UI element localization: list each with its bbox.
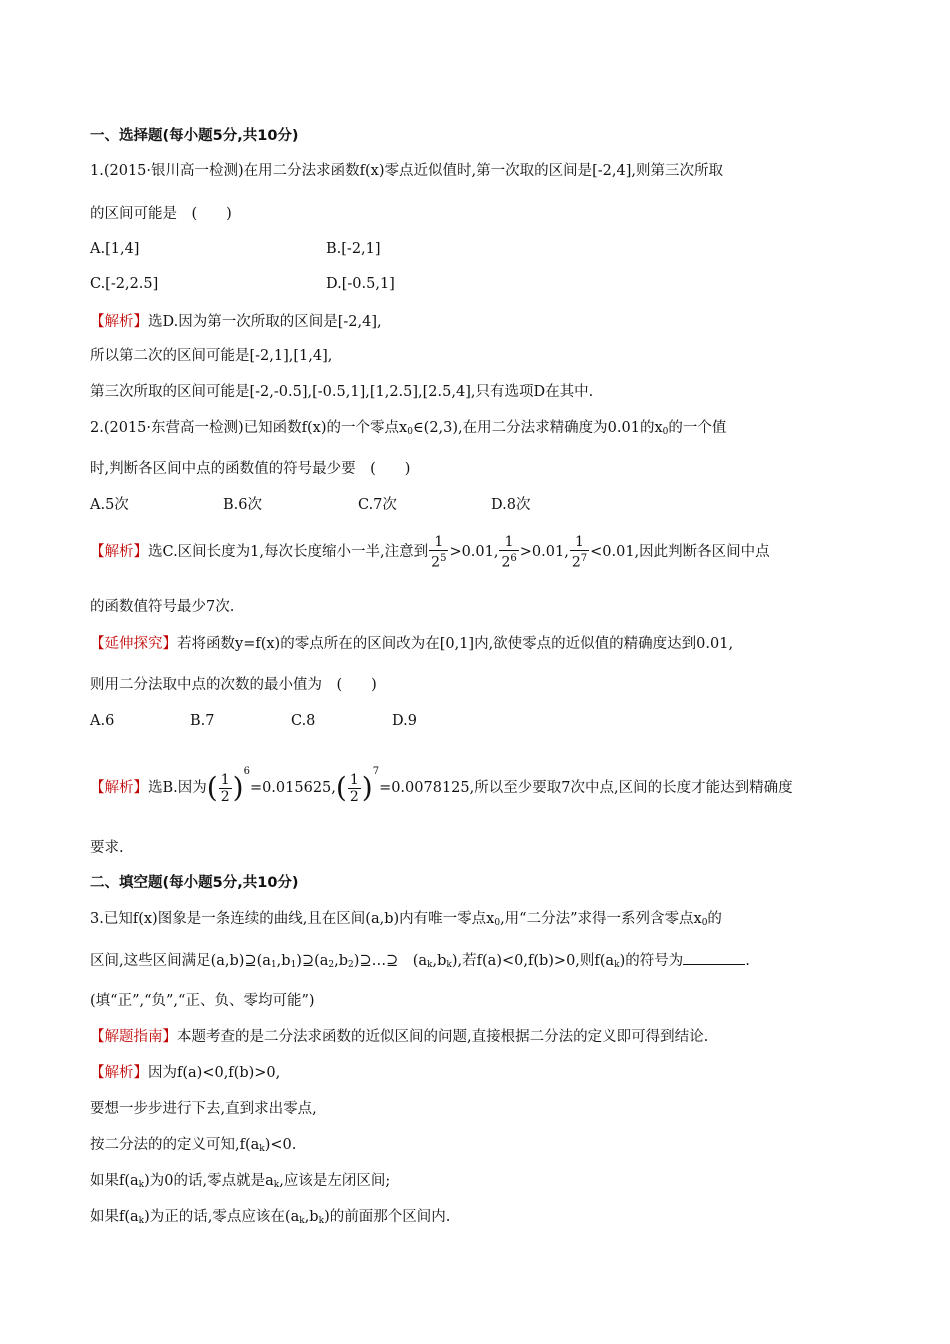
q1-option-c: C.[-2,2.5]	[90, 276, 159, 292]
q1-stem-line1: 1.(2015·银川高一检测)在用二分法求函数f(x)零点近似值时,第一次取的区间是[-2,4],则第三次所取	[90, 163, 724, 179]
q1-option-d: D.[-0.5,1]	[326, 276, 395, 292]
fraction-1-over-2-pow-6: $\frac{1}{2^6}$	[501, 533, 517, 571]
q1-option-b: B.[-2,1]	[326, 241, 381, 257]
q3-stem-line3: (填“正”,“负”,“正、负、零均可能”)	[90, 993, 315, 1009]
q1-option-a: A.[1,4]	[90, 241, 140, 257]
ext-option-d: D.9	[392, 713, 417, 729]
q2-stem-line1: 2.(2015·东营高一检测)已知函数f(x)的一个零点$x_0\in(2,3)$,在用二分法求精确度为0.01的$x_0$的一个值	[90, 420, 727, 437]
section-title-fill: 二、填空题(每小题5分,共10分)	[90, 875, 299, 891]
answer-blank	[683, 950, 745, 965]
q1-stem-line2: 的区间可能是 ( )	[90, 206, 232, 222]
solution-tag: 【解析】	[90, 544, 148, 560]
q3-stem-line2: 区间,这些区间满足$(a,b)⊇(a_1,b_1)⊇(a_2,b_2)⊇\dots⊇$ $(a_k,b_k)$,若f(a)<0,f(b)>0,则$f(a_k)$的符号为 .	[90, 950, 750, 975]
solution-tag: 【解析】	[90, 1065, 148, 1081]
ext-option-a: A.6	[90, 713, 115, 729]
guide-tag: 【解题指南】	[90, 1029, 177, 1045]
q2-extension-solution-line2: 要求.	[90, 840, 124, 856]
q3-stem-line1: 3.已知f(x)图象是一条连续的曲线,且在区间(a,b)内有唯一零点$x_0$,用“二分法”求得一系列含零点$x_0$的	[90, 911, 722, 928]
q2-option-a: A.5次	[90, 497, 129, 513]
extension-tag: 【延伸探究】	[90, 636, 177, 652]
q3-solution-line4: 如果$f(a_k)$为0的话,零点就是$a_k$,应该是左闭区间;	[90, 1173, 391, 1190]
q1-solution-line3: 第三次所取的区间可能是[-2,-0.5],[-0.5,1],[1,2.5],[2.5,4],只有选项D在其中.	[90, 384, 594, 400]
q3-guide-line: 【解题指南】本题考查的是二分法求函数的近似区间的问题,直接根据二分法的定义即可得到结论.	[90, 1029, 709, 1045]
solution-tag: 【解析】	[90, 314, 148, 330]
q2-option-b: B.6次	[223, 497, 262, 513]
fraction-1-over-2-pow-5: $\frac{1}{2^5}$	[431, 533, 447, 571]
q2-solution-line2: 的函数值符号最少7次.	[90, 599, 235, 615]
q2-extension-line1: 【延伸探究】若将函数y=f(x)的零点所在的区间改为在[0,1]内,欲使零点的近似值的精确度达到0.01,	[90, 636, 734, 652]
q3-solution-line5: 如果$f(a_k)$为正的话,零点应该在$(a_k,b_k)$的前面那个区间内.	[90, 1209, 451, 1226]
solution-tag: 【解析】	[90, 780, 148, 796]
power-half-6: $\frac{1}{2}$	[220, 771, 230, 805]
ext-option-b: B.7	[190, 713, 215, 729]
q2-solution-line1: 【解析】选C.区间长度为1,每次长度缩小一半,注意到 $\frac{1}{2^5}$ >0.01, $\frac{1}{2^6}$ >0.01, $\frac{1}{2^7}$ <0.01,因此判断各区间中点	[90, 533, 770, 571]
section-title-choice: 一、选择题(每小题5分,共10分)	[90, 128, 299, 144]
q2-extension-solution-line1: 【解析】选B.因为( $\frac{1}{2}$ )$^6$=0.015625,( $\frac{1}{2}$ )$^7$=0.0078125,所以至少要取7次中点,区间的长度才能达到精确度	[90, 766, 793, 805]
fraction-1-over-2-pow-7: $\frac{1}{2^7}$	[571, 533, 588, 571]
q3-solution-line3: 按二分法的的定义可知$,f(a_k)<0$.	[90, 1137, 297, 1154]
q2-option-d: D.8次	[491, 497, 531, 513]
ext-option-c: C.8	[291, 713, 316, 729]
power-half-7: $\frac{1}{2}$	[349, 771, 359, 805]
q2-option-c: C.7次	[358, 497, 397, 513]
q1-solution-line1	[90, 312, 382, 332]
solution-text: 选D.因为第一次所取的区间是[-2,4],	[148, 314, 382, 330]
q3-solution-line1: 【解析】因为f(a)<0,f(b)>0,	[90, 1065, 281, 1081]
q2-extension-line2: 则用二分法取中点的次数的最小值为 ( )	[90, 677, 377, 693]
q2-stem-line2: 时,判断各区间中点的函数值的符号最少要 ( )	[90, 461, 411, 477]
q3-solution-line2: 要想一步步进行下去,直到求出零点,	[90, 1101, 317, 1117]
q1-solution-line2: 所以第二次的区间可能是[-2,1],[1,4],	[90, 348, 333, 364]
